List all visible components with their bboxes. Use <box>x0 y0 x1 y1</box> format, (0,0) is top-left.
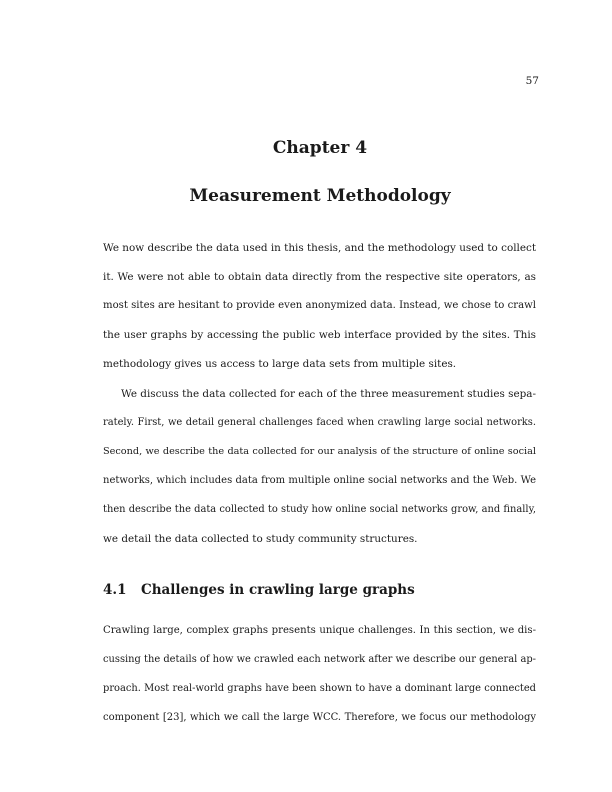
text-line: rately. First, we detail general challenges faced when crawling large social networks. <box>103 417 536 428</box>
section-number: 4.1 <box>103 582 127 598</box>
section-heading <box>103 582 415 598</box>
text-line: methodology gives us access to large data sets from multiple sites. <box>103 358 457 370</box>
text-line: then describe the data collected to study how online social networks grow, and finally, <box>103 504 536 515</box>
text-line: cussing the details of how we crawled each network after we describe our general ap- <box>103 654 536 665</box>
text-line: it. We were not able to obtain data directly from the respective site operators, as <box>103 271 536 283</box>
text-line: we detail the data collected to study community structures. <box>103 533 418 545</box>
text-line: Second, we describe the data collected for our analysis of the structure of online social <box>103 446 536 457</box>
text-line: Crawling large, complex graphs presents unique challenges. In this section, we dis- <box>103 625 536 636</box>
text-line: the user graphs by accessing the public web interface provided by the sites. This <box>103 329 536 341</box>
text-line: component [23], which we call the large WCC. Therefore, we focus our methodology <box>103 712 536 723</box>
text-line: most sites are hesitant to provide even anonymized data. Instead, we chose to crawl <box>103 300 536 311</box>
text-line: We discuss the data collected for each of the three measurement studies sepa- <box>121 388 536 400</box>
text-line: We now describe the data used in this thesis, and the methodology used to collect <box>103 242 536 254</box>
text-line: proach. Most real-world graphs have been shown to have a dominant large connected <box>103 683 536 694</box>
page-number: 57 <box>525 75 539 87</box>
text-line: networks, which includes data from multiple online social networks and the Web. We <box>103 475 536 486</box>
chapter-label: Chapter 4 <box>272 138 368 158</box>
chapter-title: Measurement Methodology <box>189 186 451 206</box>
section-title: Challenges in crawling large graphs <box>141 582 415 598</box>
